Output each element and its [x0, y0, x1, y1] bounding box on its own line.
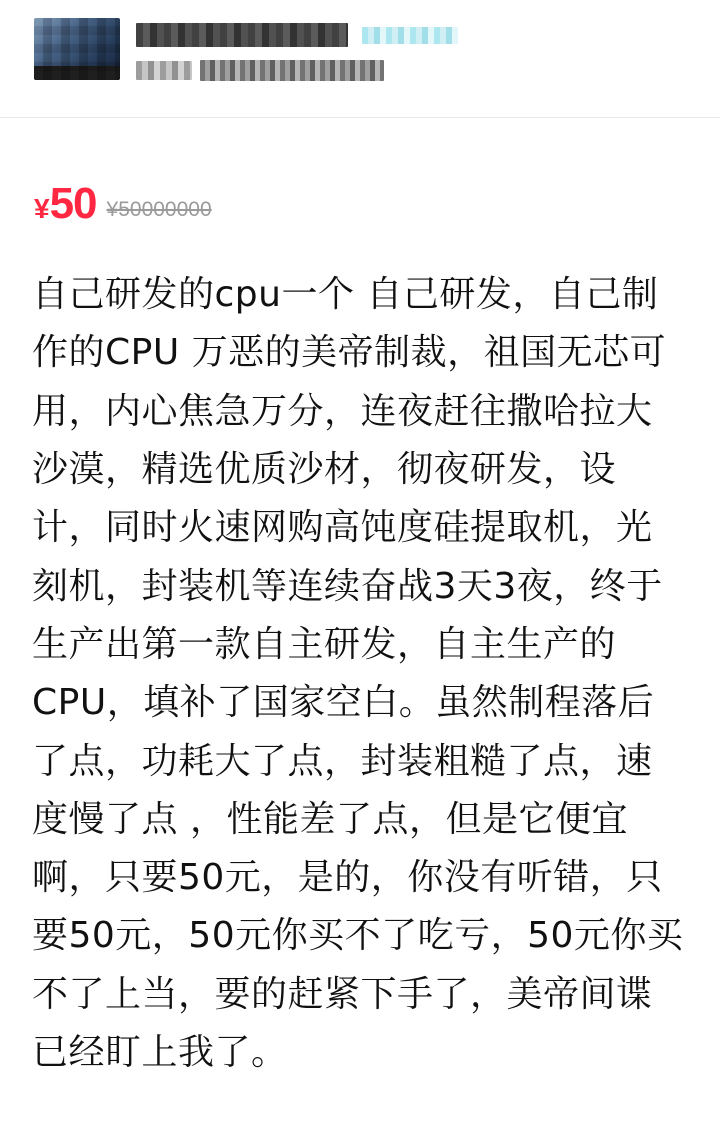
price-currency-symbol: ¥ — [34, 193, 50, 224]
price-row — [0, 118, 720, 226]
seller-name-line — [136, 20, 686, 50]
price-original: ¥50000000 — [106, 198, 212, 221]
seller-tag-redacted — [362, 27, 458, 44]
seller-avatar[interactable] — [34, 18, 120, 80]
seller-header-row — [34, 18, 686, 81]
seller-info — [136, 18, 686, 81]
avatar-bottom-bar — [34, 66, 120, 80]
seller-name-redacted — [136, 23, 348, 47]
product-description: 自己研发的cpu一个 自己研发，自己制作的CPU 万恶的美帝制裁，祖国无芯可用，内心焦急万分，连夜赶往撒哈拉大沙漠，精选优质沙材，彻夜研发，设计，同时火速网购高饨度硅提取机，光刻机，封装机等连续奋战3天3夜，终于生产出第一款自主研发，自主生产的CPU，填补了国家空白。虽然制程落后了点，功耗大了点，封装粗糙了点，速度慢了点 ，性能差了点，但是它便宜啊，只要50元，是的，你没有听错，只要50元，50元你买不了吃亏，50元你买不了上当，要的赶紧下手了，美帝间谍已经盯上我了。 — [32, 274, 684, 1074]
seller-subtitle-redacted-2 — [200, 60, 384, 81]
seller-subtitle-redacted-1 — [136, 61, 192, 80]
price-current: 50 — [49, 179, 97, 228]
seller-subtitle-line — [136, 60, 686, 81]
seller-header[interactable] — [0, 0, 720, 118]
